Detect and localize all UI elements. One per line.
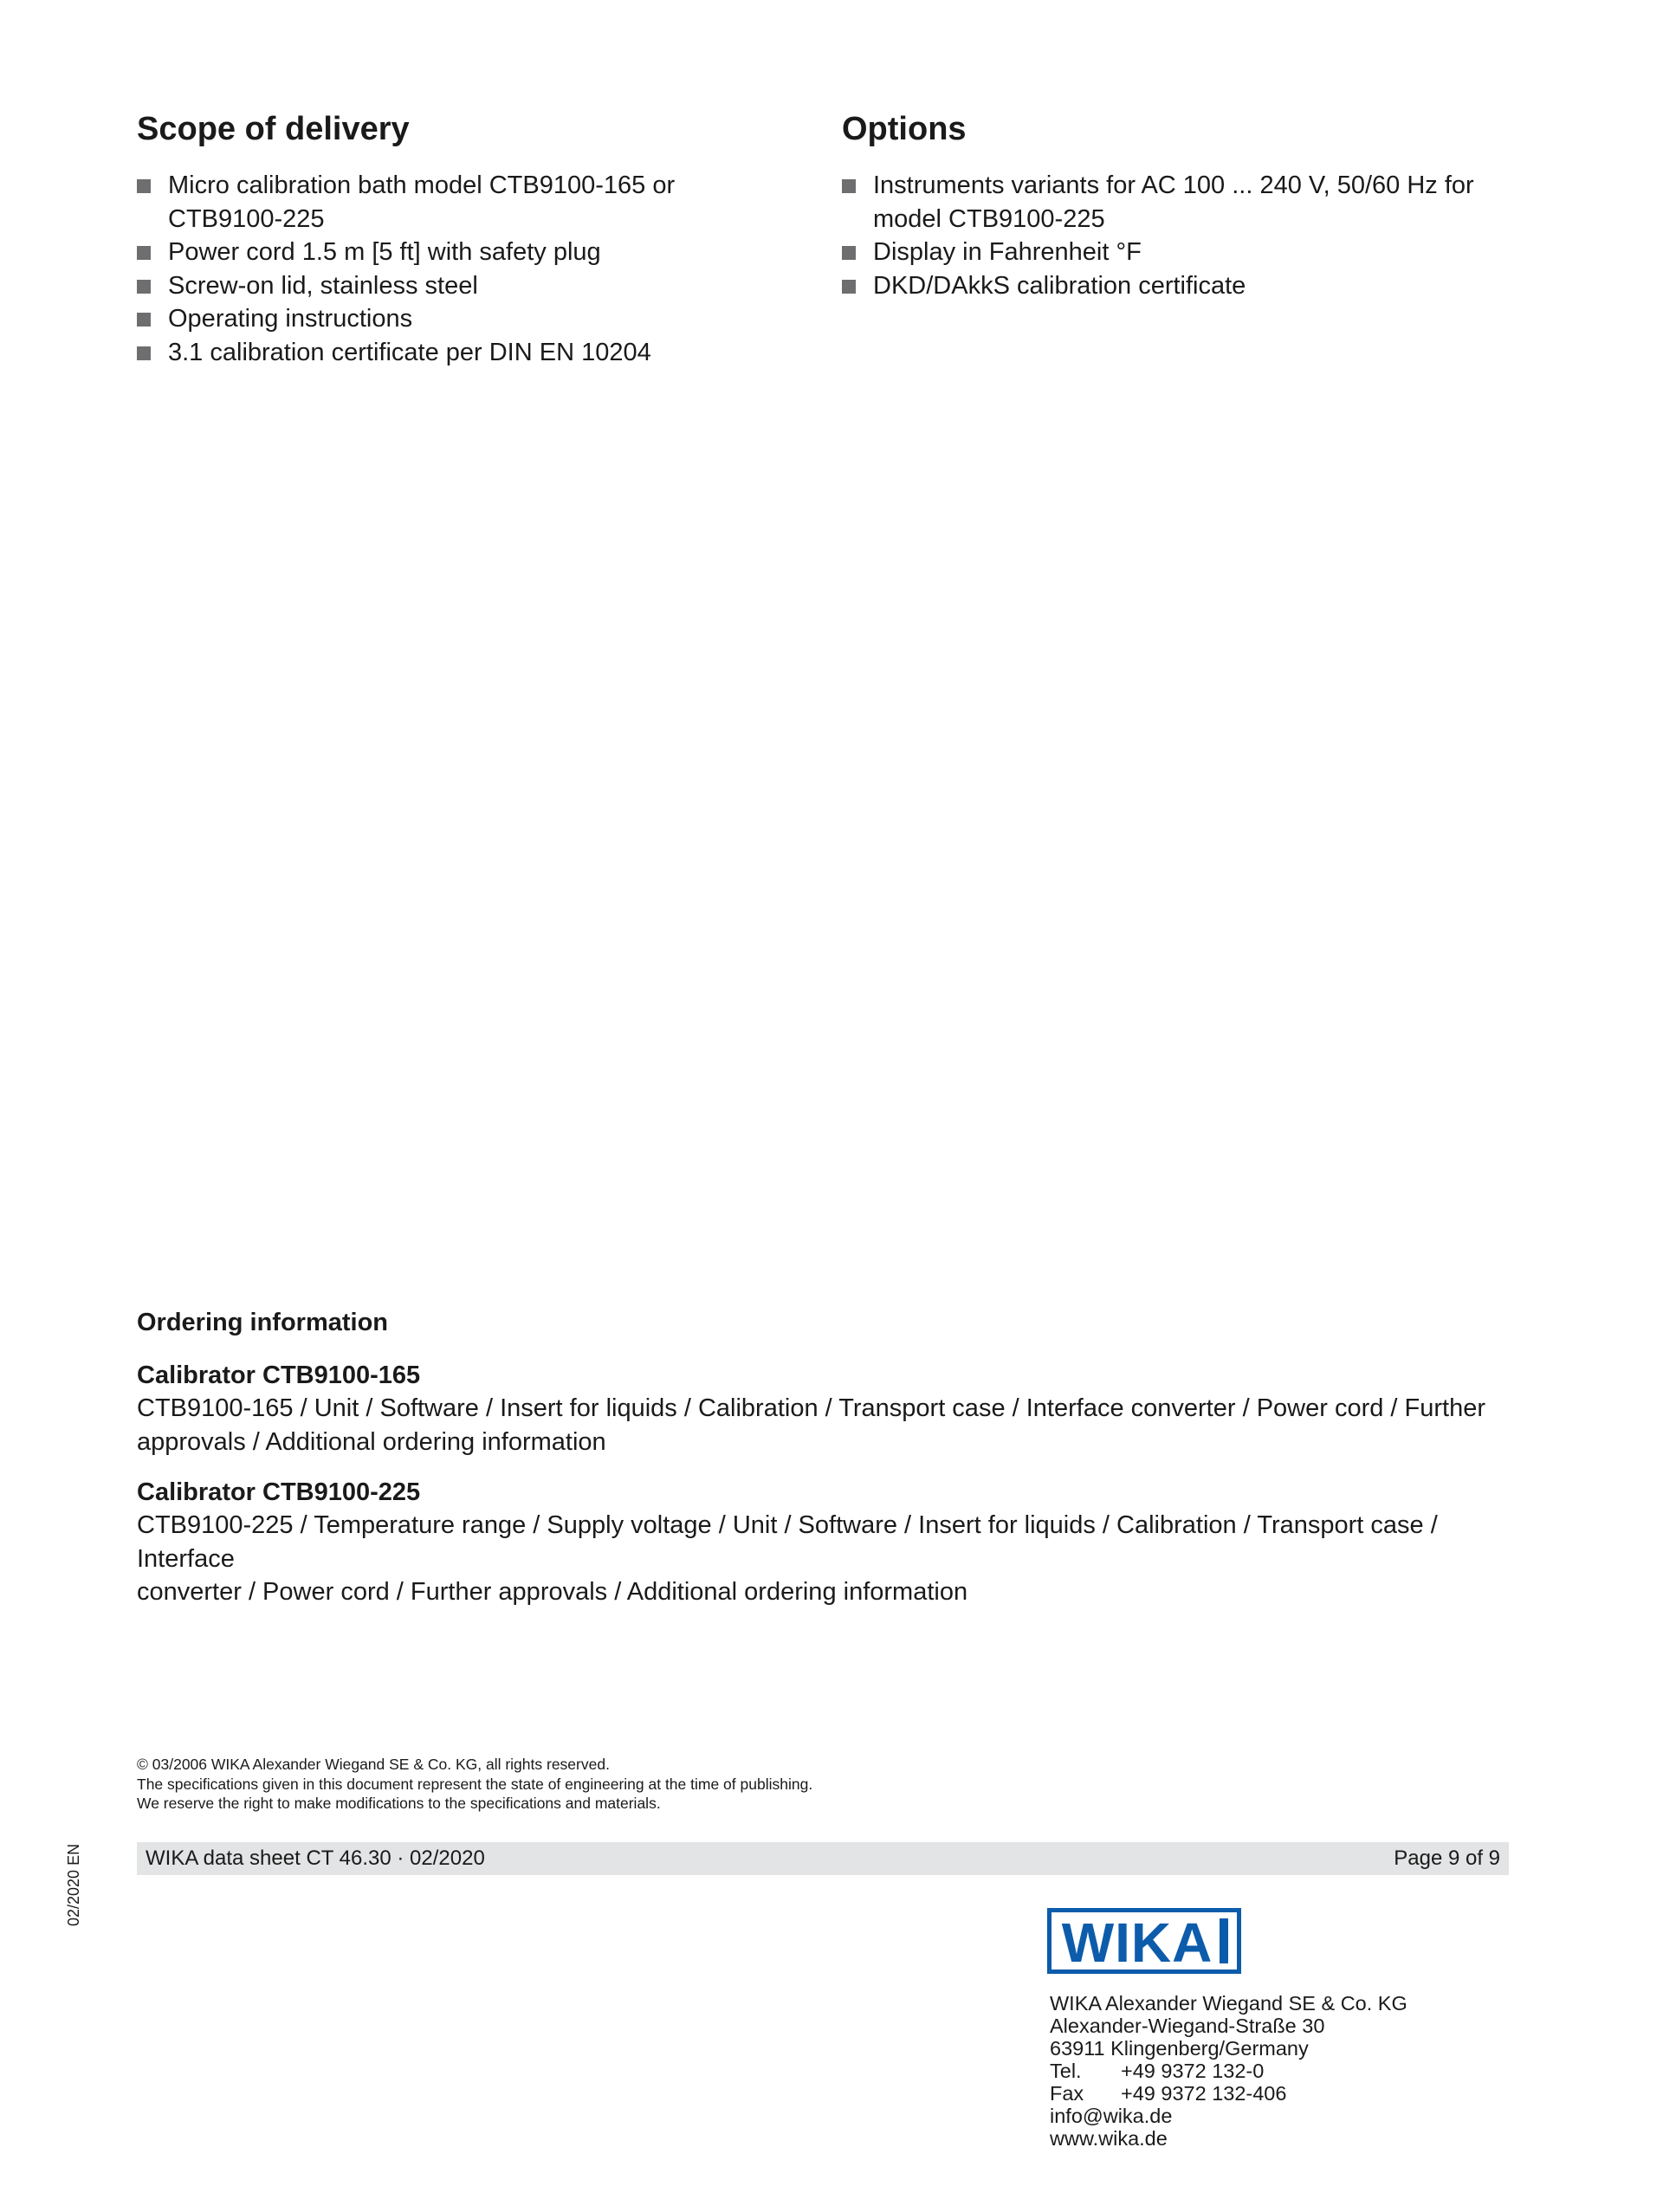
scope-item-1-line-1: Micro calibration bath model CTB9100-165 or xyxy=(168,171,676,199)
ordering-heading: Ordering information xyxy=(137,1309,388,1336)
scope-item-1-line-2: CTB9100-225 xyxy=(168,204,325,233)
telephone-number: +49 9372 132-0 xyxy=(1121,2060,1265,2082)
ctb9100-225-code xyxy=(137,1509,1514,1609)
options-item-2 xyxy=(842,236,1517,269)
ctb9100-225-code-line-1: CTB9100-225 / Temperature range / Supply voltage / Unit / Software / Insert for liquids / Calibration / Transport case / Interface xyxy=(137,1511,1438,1573)
bullet-square-icon xyxy=(137,280,151,294)
website-link[interactable]: www.wika.de xyxy=(1050,2127,1168,2150)
scope-item-3-text: Screw-on lid, stainless steel xyxy=(168,271,478,300)
fax-number: +49 9372 132-406 xyxy=(1121,2082,1287,2105)
email-link[interactable]: info@wika.de xyxy=(1050,2105,1173,2127)
scope-item-4 xyxy=(137,302,812,336)
wika-logo-icon xyxy=(1047,1908,1241,1974)
scope-item-1 xyxy=(137,169,812,236)
options-heading: Options xyxy=(842,111,967,147)
bullet-square-icon xyxy=(137,313,151,327)
bullet-square-icon xyxy=(137,246,151,260)
scope-item-4-text: Operating instructions xyxy=(168,305,413,333)
legal-copyright: © 03/2006 WIKA Alexander Wiegand SE & Co. KG, all rights reserved. xyxy=(137,1756,610,1773)
data-sheet-reference: WIKA data sheet CT 46.30 · 02/2020 xyxy=(146,1847,485,1870)
fax-row xyxy=(1050,2082,1407,2105)
bullet-square-icon xyxy=(137,179,151,193)
scope-list xyxy=(137,169,812,369)
page-number: Page 9 of 9 xyxy=(1394,1847,1500,1870)
telephone-row xyxy=(1050,2060,1407,2082)
legal-specifications: The specifications given in this document represent the state of engineering at the time of publishing. xyxy=(137,1775,813,1793)
footer-bar xyxy=(137,1842,1509,1875)
company-address xyxy=(1050,1992,1407,2150)
ctb9100-165-code-line-1: CTB9100-165 / Unit / Software / Insert for liquids / Calibration / Transport case / Interface converter / Power cord / Further xyxy=(137,1394,1486,1422)
scope-of-delivery-section xyxy=(137,108,812,369)
options-item-1-line-2: model CTB9100-225 xyxy=(873,204,1105,233)
ordering-information-section xyxy=(137,1306,1514,1627)
fax-label: Fax xyxy=(1050,2082,1084,2105)
options-section xyxy=(842,108,1517,302)
telephone-label: Tel. xyxy=(1050,2060,1082,2082)
scope-item-2-text: Power cord 1.5 m [5 ft] with safety plug xyxy=(168,238,601,266)
ctb9100-165-title: Calibrator CTB9100-165 xyxy=(137,1361,421,1389)
bullet-square-icon xyxy=(842,280,856,294)
bullet-square-icon xyxy=(842,179,856,193)
legal-notice xyxy=(137,1755,812,1814)
legal-modifications: We reserve the right to make modifications to the specifications and materials. xyxy=(137,1795,661,1812)
options-item-1 xyxy=(842,169,1517,236)
options-item-2-text: Display in Fahrenheit °F xyxy=(873,238,1142,266)
wika-logo-text: WIKA xyxy=(1061,1911,1213,1974)
city-address: 63911 Klingenberg/Germany xyxy=(1050,2037,1309,2060)
options-item-3 xyxy=(842,269,1517,303)
ctb9100-225-title: Calibrator CTB9100-225 xyxy=(137,1478,421,1506)
scope-heading: Scope of delivery xyxy=(137,111,410,147)
scope-item-2 xyxy=(137,236,812,269)
scope-item-5-text: 3.1 calibration certificate per DIN EN 10204 xyxy=(168,338,651,366)
ctb9100-225-code-line-2: converter / Power cord / Further approvals / Additional ordering information xyxy=(137,1578,968,1606)
ctb9100-165-code-line-2: approvals / Additional ordering information xyxy=(137,1427,606,1456)
options-list xyxy=(842,169,1517,302)
street-address: Alexander-Wiegand-Straße 30 xyxy=(1050,2015,1325,2037)
ctb9100-165-code xyxy=(137,1392,1514,1458)
options-item-3-text: DKD/DAkkS calibration certificate xyxy=(873,271,1246,300)
company-name: WIKA Alexander Wiegand SE & Co. KG xyxy=(1050,1992,1407,2015)
bullet-square-icon xyxy=(137,346,151,360)
scope-item-5 xyxy=(137,336,812,370)
bullet-square-icon xyxy=(842,246,856,260)
options-item-1-line-1: Instruments variants for AC 100 ... 240 V, 50/60 Hz for xyxy=(873,171,1474,199)
edition-mark: 02/2020 EN xyxy=(65,1843,82,1926)
scope-item-3 xyxy=(137,269,812,303)
